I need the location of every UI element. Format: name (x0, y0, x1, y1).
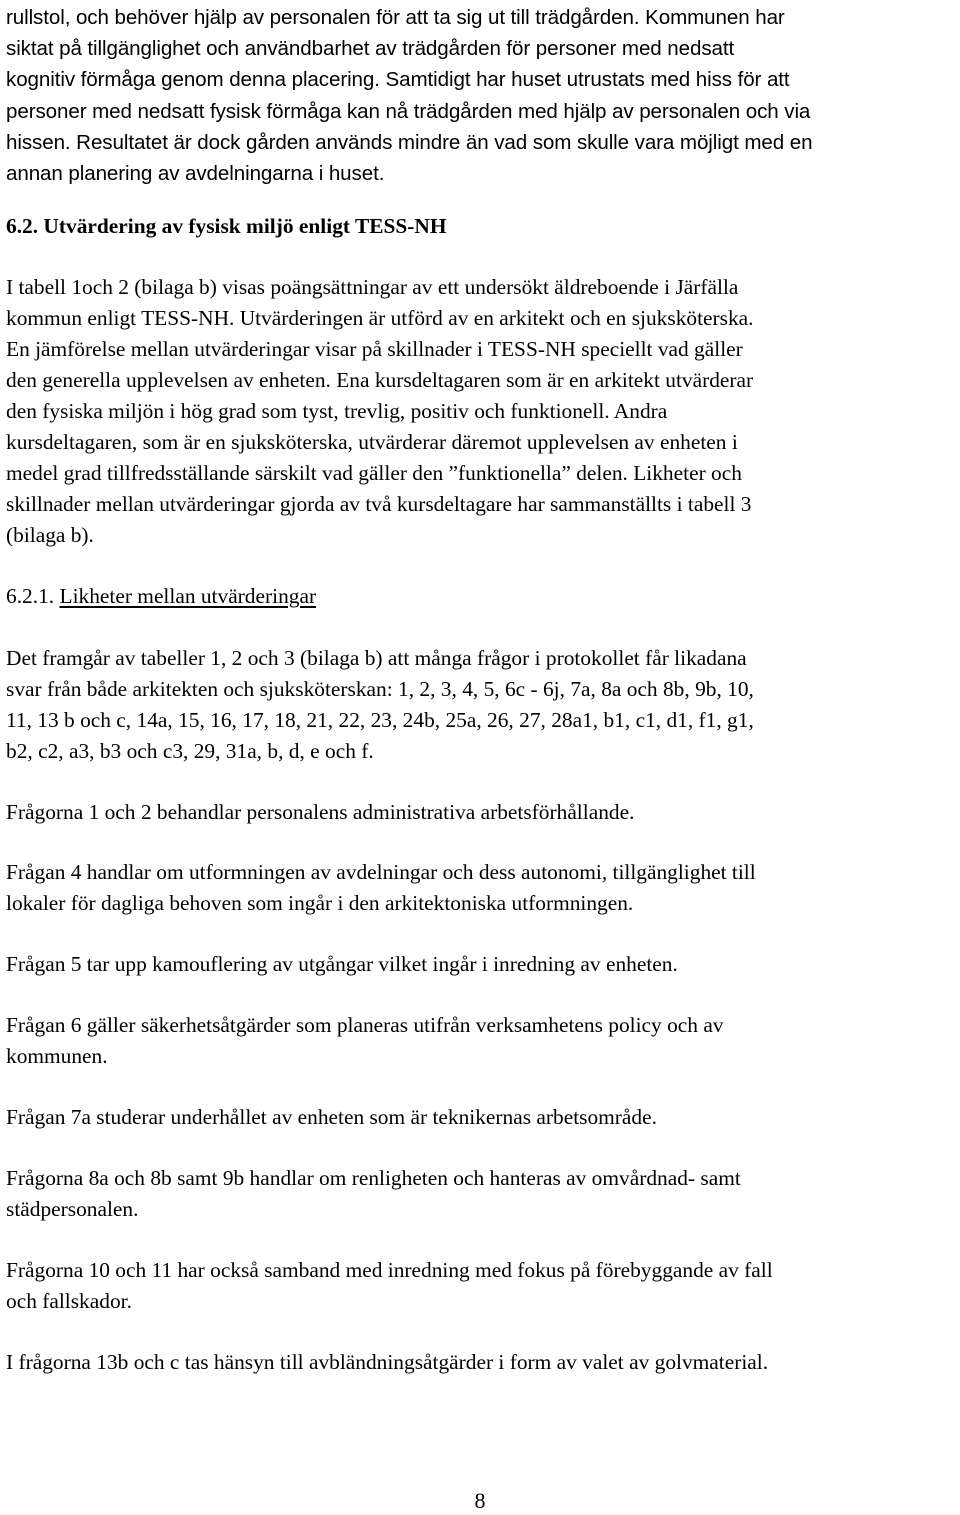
text-line: den fysiska miljön i hög grad som tyst, trevlig, positiv och funktionell. Andra (6, 399, 668, 423)
text-line: den generella upplevelsen av enheten. Ena kursdeltagaren som är en arkitekt utvärderar (6, 368, 754, 392)
section-paragraph (6, 272, 754, 551)
paragraph-question-5 (6, 949, 678, 980)
subsection-number: 6.2.1. (6, 584, 55, 608)
text-line: Frågan 4 handlar om utformningen av avdelningar och dess autonomi, tillgänglighet till (6, 860, 756, 884)
subsection-title: Likheter mellan utvärderingar (59, 584, 317, 608)
paragraph-similar-answers (6, 643, 754, 767)
paragraph-questions-1-2 (6, 797, 634, 828)
text-line: rullstol, och behöver hjälp av personalen för att ta sig ut till trädgården. Kommunen har (6, 6, 785, 29)
paragraph-questions-10-11 (6, 1255, 773, 1317)
text-line: kommun enligt TESS-NH. Utvärderingen är utförd av en arkitekt och en sjuksköterska. (6, 306, 754, 330)
paragraph-question-4 (6, 857, 756, 919)
text-line: I frågorna 13b och c tas hänsyn till avbländningsåtgärder i form av valet av golvmaterial. (6, 1350, 769, 1374)
text-line: kognitiv förmåga genom denna placering. Samtidigt har huset utrustats med hiss för att (6, 68, 790, 92)
section-heading: 6.2. Utvärdering av fysisk miljö enligt TESS-NH (6, 214, 447, 238)
text-line: kursdeltagaren, som är en sjuksköterska, utvärderar däremot upplevelsen av enheten i (6, 430, 738, 454)
intro-paragraph (6, 2, 812, 189)
text-line: Frågorna 10 och 11 har också samband med inredning med fokus på förebyggande av fall (6, 1258, 773, 1282)
text-line: och fallskador. (6, 1289, 132, 1313)
text-line: skillnader mellan utvärderingar gjorda av två kursdeltagare har sammanställts i tabell 3 (6, 492, 752, 516)
text-line: annan planering av avdelningarna i huset. (6, 162, 385, 186)
text-line: Frågorna 8a och 8b samt 9b handlar om renligheten och hanteras av omvårdnad- samt (6, 1166, 741, 1190)
text-line: I tabell 1och 2 (bilaga b) visas poängsättningar av ett undersökt äldreboende i Järfälla (6, 275, 739, 299)
page-number: 8 (474, 1488, 486, 1513)
text-line: siktat på tillgänglighet och användbarhet av trädgården för personer med nedsatt (6, 37, 735, 61)
text-line: städpersonalen. (6, 1197, 139, 1221)
text-line: Frågorna 1 och 2 behandlar personalens administrativa arbetsförhållande. (6, 800, 635, 824)
text-line: kommunen. (6, 1044, 108, 1068)
text-line: medel grad tillfredsställande särskilt vad gäller den ”funktionella” delen. Likheter och (6, 461, 742, 485)
text-line: hissen. Resultatet är dock gården används mindre än vad som skulle vara möjligt med en (6, 130, 813, 154)
text-line: b2, c2, a3, b3 och c3, 29, 31a, b, d, e och f. (6, 739, 374, 763)
text-line: 11, 13 b och c, 14a, 15, 16, 17, 18, 21, 22, 23, 24b, 25a, 26, 27, 28a1, b1, c1, d1, f1, g1, (6, 708, 754, 732)
text-line: Det framgår av tabeller 1, 2 och 3 (bilaga b) att många frågor i protokollet får likadana (6, 646, 747, 670)
paragraph-question-6 (6, 1010, 724, 1072)
text-line: lokaler för dagliga behoven som ingår i den arkitektoniska utformningen. (6, 891, 634, 915)
text-line: Frågan 7a studerar underhållet av enheten som är teknikernas arbetsområde. (6, 1105, 657, 1129)
paragraph-question-13 (6, 1347, 768, 1378)
paragraph-questions-8-9 (6, 1163, 741, 1225)
text-line: Frågan 6 gäller säkerhetsåtgärder som planeras utifrån verksamhetens policy och av (6, 1013, 724, 1037)
paragraph-question-7a (6, 1102, 657, 1133)
text-line: personer med nedsatt fysisk förmåga kan nå trädgården med hjälp av personalen och via (6, 99, 811, 123)
text-line: svar från både arkitekten och sjuksköterskan: 1, 2, 3, 4, 5, 6c - 6j, 7a, 8a och 8b, 9b, 10, (6, 677, 754, 701)
text-line: Frågan 5 tar upp kamouflering av utgångar vilket ingår i inredning av enheten. (6, 952, 678, 976)
text-line: En jämförelse mellan utvärderingar visar på skillnader i TESS-NH speciellt vad gäller (6, 337, 743, 361)
text-line: (bilaga b). (6, 523, 94, 547)
subsection-heading (6, 581, 316, 612)
